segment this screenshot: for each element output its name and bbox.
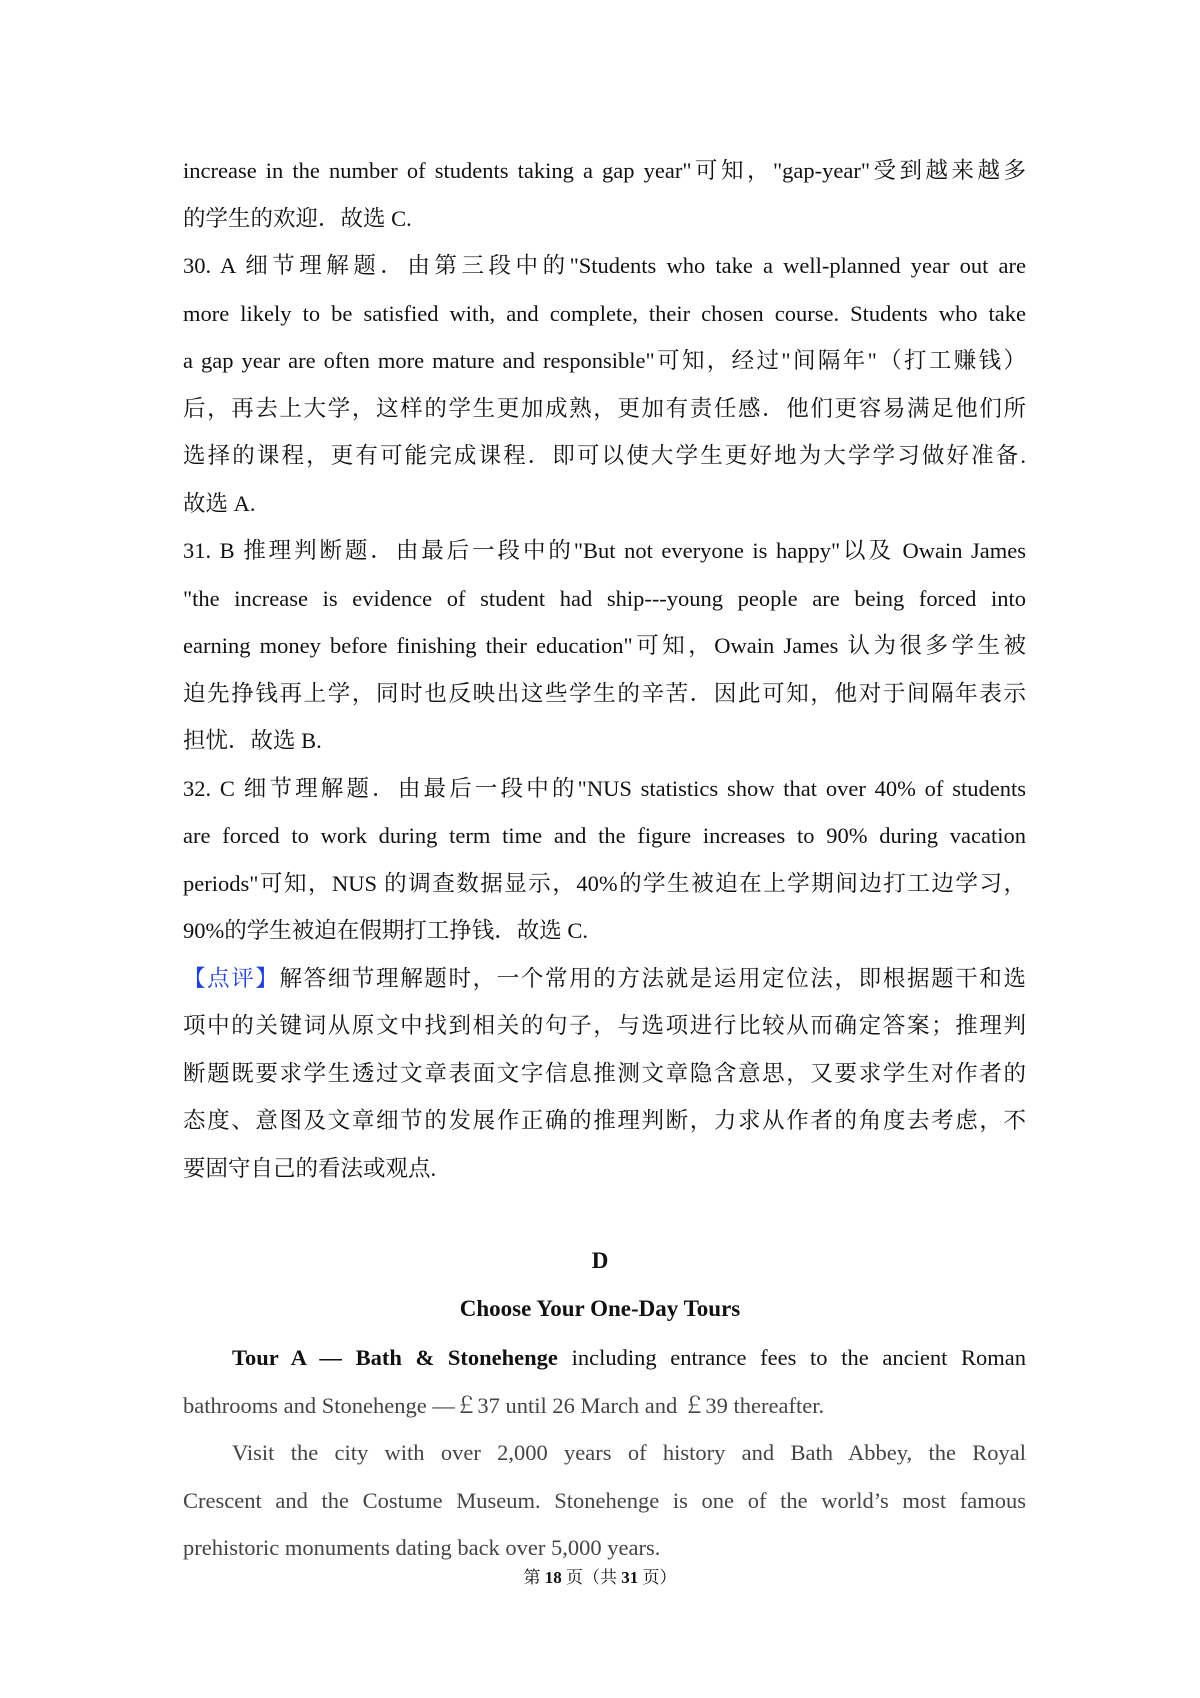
text-line: increase in the number of students taking a gap year"可知，"gap-year"受到越来越多 bbox=[183, 158, 1026, 183]
text-line: 迫先挣钱再上学，同时也反映出这些学生的辛苦．因此可知，他对于间隔年表示 bbox=[183, 680, 1026, 706]
text-line: are forced to work during term time and the figure increases to 90% during vacation bbox=[183, 823, 1026, 848]
text-line: "the increase is evidence of student had ship---young people are being forced into bbox=[183, 585, 1026, 611]
comment-first-line bbox=[183, 955, 1026, 1003]
text-line: 后，再去上大学，这样的学生更加成熟，更加有责任感．他们更容易满足他们所 bbox=[183, 395, 1026, 421]
text-line: 选择的课程，更有可能完成课程．即可以使大学生更好地为大学学习做好准备. bbox=[183, 443, 1026, 468]
text-line: 断题既要求学生透过文章表面文字信息推测文章隐含意思，又要求学生对作者的 bbox=[183, 1060, 1026, 1086]
text-line: 要固守自己的看法或观点. bbox=[183, 1155, 437, 1181]
page-number: 18 bbox=[544, 1568, 562, 1587]
total-pages: 31 bbox=[621, 1568, 639, 1587]
text-line: earning money before finishing their education"可知，Owain James 认为很多学生被 bbox=[183, 633, 1026, 658]
tour-a-heading: Tour A — Bath & Stonehenge bbox=[232, 1345, 558, 1370]
text-line: 项中的关键词从原文中找到相关的句子，与选项进行比较从而确定答案；推理判 bbox=[183, 1013, 1026, 1038]
page-footer bbox=[0, 1563, 1200, 1588]
text-line: more likely to be satisfied with, and complete, their chosen course. Students who take bbox=[183, 300, 1026, 326]
text-line: 故选 A. bbox=[183, 490, 256, 516]
tour-a-price: bathrooms and Stonehenge —￡37 until 26 March and ￡39 thereafter. bbox=[183, 1392, 825, 1418]
answer-explanations bbox=[183, 147, 1026, 1192]
text-line: Crescent and the Costume Museum. Stonehenge is one of the world’s most famous bbox=[183, 1487, 1026, 1513]
section-title: Choose Your One-Day Tours bbox=[459, 1296, 741, 1321]
text-line: 的学生的欢迎．故选 C. bbox=[183, 205, 412, 231]
text-line: a gap year are often more mature and responsible"可知，经过"间隔年"（打工赚钱） bbox=[183, 348, 1026, 373]
text-line: prehistoric monuments dating back over 5,000 years. bbox=[183, 1535, 661, 1560]
footer-text: 页） bbox=[638, 1568, 677, 1587]
text-line: periods"可知，NUS 的调查数据显示，40%的学生被迫在上学期间边打工边学习， bbox=[183, 870, 1026, 896]
answer-30: 30. A 细节理解题．由第三段中的"Students who take a well-planned year out are bbox=[183, 253, 1026, 278]
footer-text: 第 bbox=[523, 1568, 545, 1587]
comment-label: 【点评】 bbox=[183, 965, 280, 991]
text-line: 90%的学生被迫在假期打工挣钱．故选 C. bbox=[183, 918, 589, 943]
answer-32: 32. C 细节理解题．由最后一段中的"NUS statistics show that over 40% of students bbox=[183, 775, 1026, 801]
tour-a-description: including entrance fees to the ancient Roman bbox=[557, 1345, 1026, 1370]
tour-a bbox=[183, 1334, 1026, 1572]
section-letter: D bbox=[591, 1248, 609, 1273]
footer-text: 页（共 bbox=[561, 1568, 622, 1587]
text-line: 态度、意图及文章细节的发展作正确的推理判断，力求从作者的角度去考虑，不 bbox=[183, 1108, 1026, 1133]
tour-a-line bbox=[183, 1334, 1026, 1382]
comment-text: 解答细节理解题时，一个常用的方法就是运用定位法，即根据题干和选 bbox=[279, 965, 1026, 991]
text-line: 担忧．故选 B. bbox=[183, 728, 322, 753]
answer-31: 31. B 推理判断题．由最后一段中的"But not everyone is happy"以及 Owain James bbox=[183, 538, 1026, 563]
text-line: Visit the city with over 2,000 years of history and Bath Abbey, the Royal bbox=[232, 1440, 1026, 1465]
